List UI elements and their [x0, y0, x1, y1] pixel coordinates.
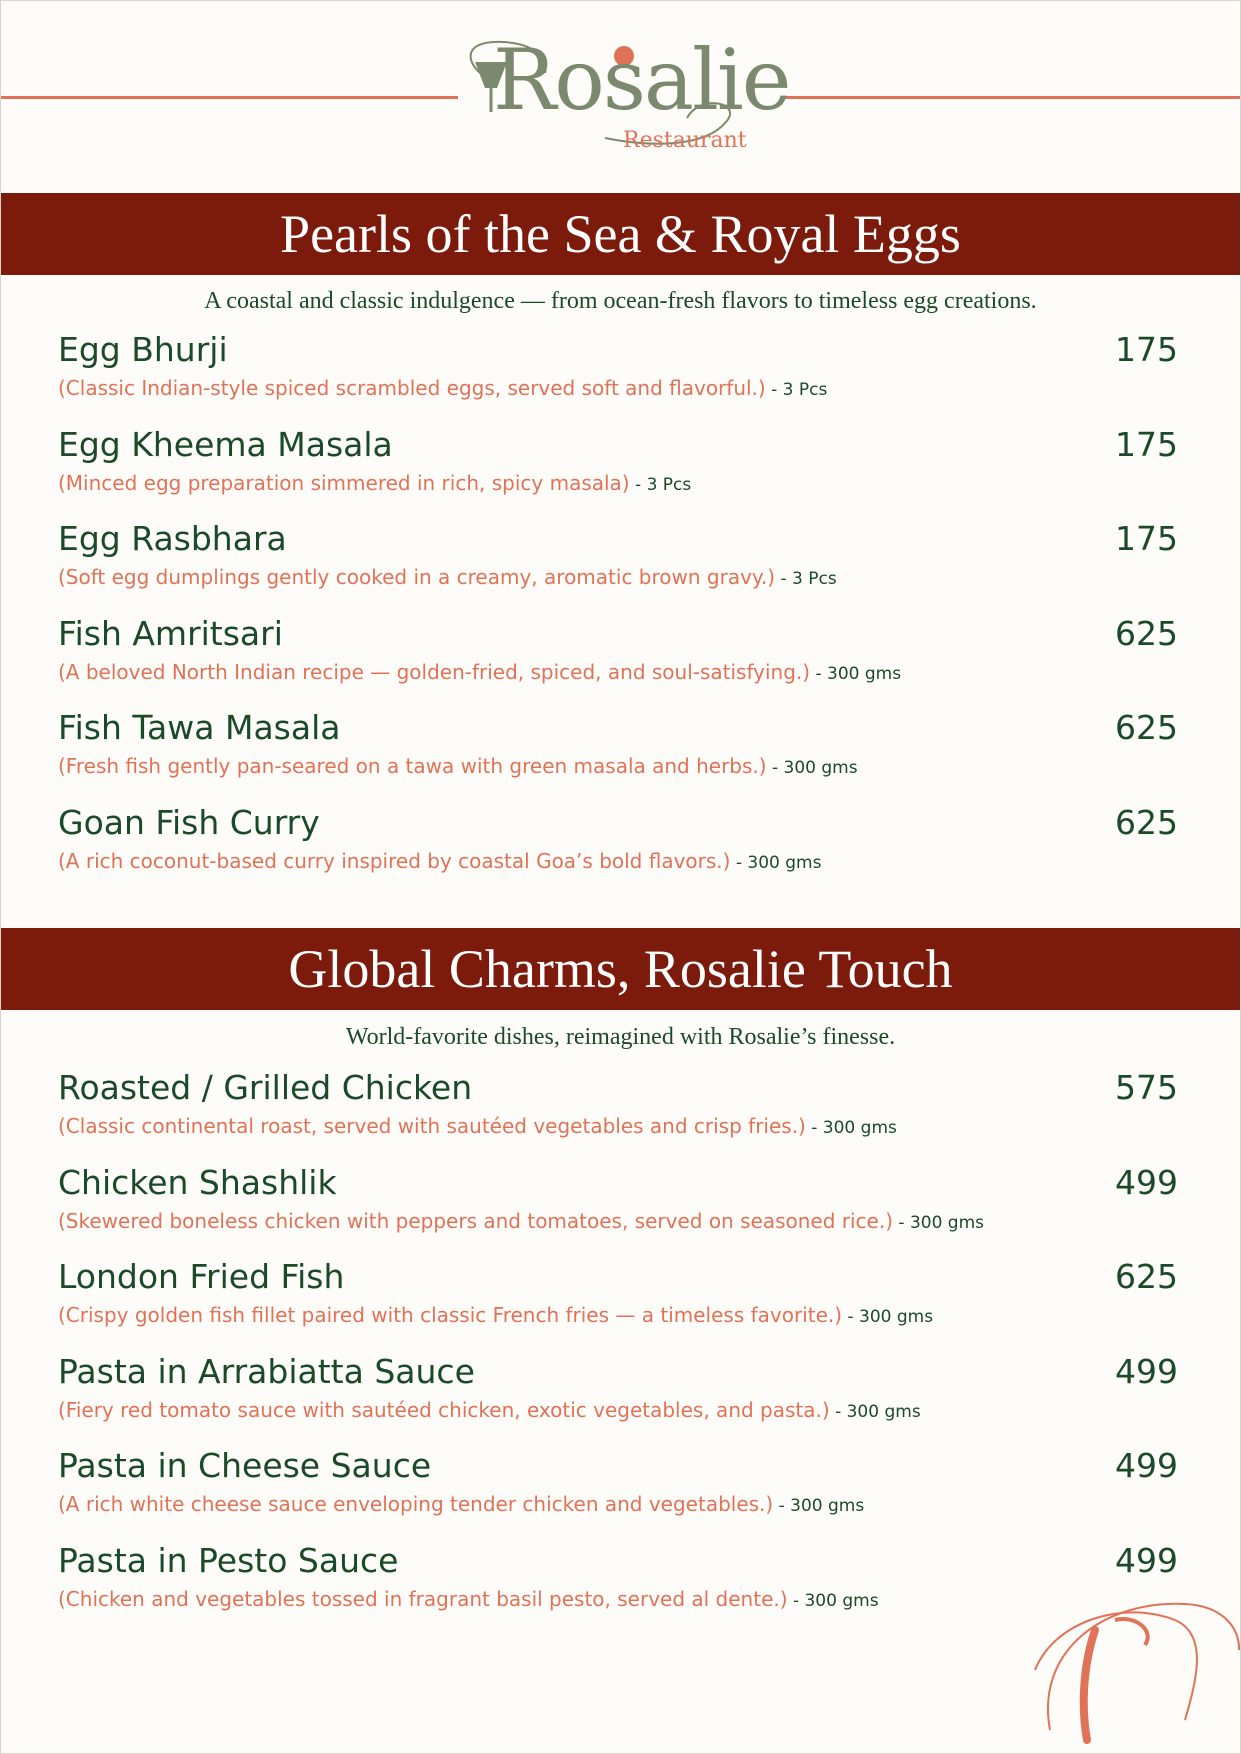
item-quantity: - 3 Pcs [775, 569, 837, 589]
section-title: Global Charms, Rosalie Touch [288, 939, 953, 999]
logo-subtext: Restaurant [623, 128, 747, 153]
item-price: 575 [1115, 1068, 1178, 1107]
item-description-text: (Classic Indian-style spiced scrambled eggs, served soft and flavorful.) [58, 376, 766, 400]
item-quantity: - 3 Pcs [765, 380, 828, 400]
menu-item [58, 1257, 1178, 1347]
menu-item [58, 330, 1178, 420]
item-description [58, 565, 837, 589]
item-name: Egg Bhurji [58, 330, 228, 369]
item-name: Fish Amritsari [58, 613, 283, 653]
item-description [58, 1209, 984, 1233]
item-price: 499 [1115, 1162, 1178, 1202]
item-quantity: - 3 Pcs [629, 474, 692, 495]
item-price: 175 [1115, 330, 1178, 369]
item-description [58, 376, 827, 400]
item-description-text: (Chicken and vegetables tossed in fragrant basil pesto, served al dente.) [58, 1586, 788, 1611]
menu-item [58, 1446, 1178, 1536]
item-description [58, 1587, 879, 1611]
item-price: 499 [1115, 1351, 1178, 1391]
item-price: 499 [1115, 1540, 1178, 1580]
item-quantity: - 300 gms [893, 1212, 985, 1233]
item-quantity: - 300 gms [805, 1118, 897, 1138]
item-price: 625 [1115, 1257, 1178, 1296]
menu-item [58, 1541, 1178, 1631]
section-subtitle: World-favorite dishes, reimagined with Rosalie’s finesse. [345, 1024, 896, 1050]
item-quantity: - 300 gms [773, 1496, 865, 1516]
item-price: 175 [1115, 519, 1178, 558]
menu-item [58, 708, 1178, 798]
item-description-text: (Skewered boneless chicken with peppers and tomatoes, served on seasoned rice.) [58, 1208, 893, 1233]
item-quantity: - 300 gms [829, 1401, 921, 1422]
item-quantity: - 300 gms [787, 1590, 879, 1611]
item-description [58, 1303, 933, 1327]
item-name: Pasta in Pesto Sauce [58, 1540, 399, 1580]
item-name: Roasted / Grilled Chicken [58, 1068, 473, 1107]
item-name: London Fried Fish [58, 1257, 345, 1296]
item-price: 175 [1115, 424, 1178, 464]
item-name: Pasta in Cheese Sauce [58, 1446, 432, 1485]
item-description [58, 849, 821, 873]
logo-text: Rosalie [493, 31, 790, 129]
menu-item [58, 1068, 1178, 1158]
item-name: Pasta in Arrabiatta Sauce [58, 1351, 475, 1391]
item-name: Goan Fish Curry [58, 802, 320, 842]
item-description-text: (A rich coconut-based curry inspired by coastal Goa’s bold flavors.) [58, 848, 731, 873]
decorative-swirl-icon [1025, 1590, 1241, 1754]
item-name: Chicken Shashlik [58, 1162, 337, 1202]
section-banner-seafood-eggs [0, 193, 1241, 275]
item-name: Fish Tawa Masala [58, 708, 341, 747]
item-quantity: - 300 gms [842, 1307, 934, 1327]
header-rule-left [0, 96, 458, 99]
item-price: 625 [1115, 613, 1178, 653]
item-description-text: (Soft egg dumplings gently cooked in a creamy, aromatic brown gravy.) [58, 565, 776, 589]
menu-item [58, 803, 1178, 893]
header-rule-right [785, 96, 1241, 99]
item-description-text: (Classic continental roast, served with sautéed vegetables and crisp fries.) [58, 1114, 806, 1138]
menu-item [58, 614, 1178, 704]
item-quantity: - 300 gms [766, 758, 858, 778]
menu-item [58, 1352, 1178, 1442]
item-description-text: (Fiery red tomato sauce with sautéed chicken, exotic vegetables, and pasta.) [58, 1397, 830, 1422]
item-description [58, 471, 691, 495]
item-description [58, 1114, 897, 1138]
section-title: Pearls of the Sea & Royal Eggs [280, 204, 961, 264]
item-quantity: - 300 gms [730, 852, 822, 873]
item-description-text: (A rich white cheese sauce enveloping tender chicken and vegetables.) [58, 1492, 774, 1516]
item-description-text: (Minced egg preparation simmered in rich, spicy masala) [58, 470, 630, 495]
menu-item [58, 519, 1178, 609]
item-description [58, 754, 858, 778]
item-price: 499 [1115, 1446, 1178, 1485]
item-description [58, 1398, 921, 1422]
item-price: 625 [1115, 708, 1178, 747]
menu-item [58, 425, 1178, 515]
menu-item [58, 1163, 1178, 1253]
item-name: Egg Kheema Masala [58, 424, 393, 464]
logo-wordmark [493, 31, 790, 129]
section-banner-global [0, 928, 1241, 1010]
item-description [58, 1492, 864, 1516]
item-description-text: (Crispy golden fish fillet paired with classic French fries — a timeless favorite.) [58, 1303, 843, 1327]
item-quantity: - 300 gms [810, 663, 902, 684]
item-price: 625 [1115, 802, 1178, 842]
item-description-text: (A beloved North Indian recipe — golden-fried, spiced, and soul-satisfying.) [58, 659, 811, 684]
restaurant-logo [455, 28, 790, 163]
item-description-text: (Fresh fish gently pan-seared on a tawa with green masala and herbs.) [58, 754, 767, 778]
section-subtitle: A coastal and classic indulgence — from ocean-fresh flavors to timeless egg creations. [204, 288, 1037, 314]
item-name: Egg Rasbhara [58, 519, 287, 558]
item-description [58, 660, 901, 684]
